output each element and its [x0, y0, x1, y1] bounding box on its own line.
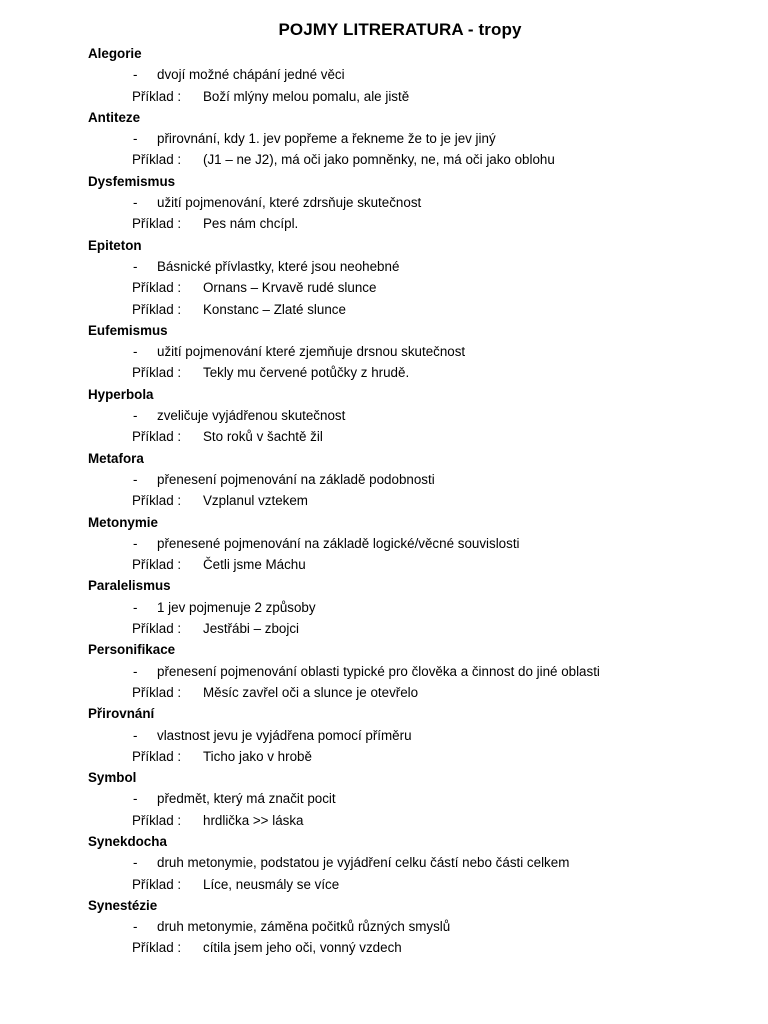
example-line	[0, 554, 768, 575]
example-line	[0, 937, 768, 958]
dash-marker: -	[133, 663, 138, 679]
example-line	[0, 149, 768, 170]
example-text: Tekly mu červené potůčky z hrudě.	[203, 365, 410, 381]
example-text: Měsíc zavřel oči a slunce je otevřelo	[203, 684, 419, 700]
definition-line	[0, 533, 768, 554]
definition-text: 1 jev pojmenuje 2 způsoby	[157, 599, 316, 615]
example-text: Jestřábi – zbojci	[203, 621, 300, 637]
document-title: POJMY LITRERATURA - tropy	[278, 20, 522, 39]
example-line	[0, 299, 768, 320]
term-heading: Metafora	[88, 450, 144, 466]
definition-line	[0, 788, 768, 809]
example-line	[0, 426, 768, 447]
example-label: Příklad :	[132, 557, 182, 573]
definition-line	[0, 256, 768, 277]
definition-line	[0, 341, 768, 362]
example-label: Příklad :	[132, 429, 182, 445]
definition-text: dvojí možné chápání jedné věci	[157, 67, 345, 83]
definition-text: předmět, který má značit pocit	[157, 791, 336, 807]
example-text: (J1 – ne J2), má oči jako pomněnky, ne, má oči jako oblohu	[203, 152, 555, 168]
example-text: Vzplanul vztekem	[203, 493, 308, 509]
term-heading: Epiteton	[88, 237, 142, 253]
definition-line	[0, 597, 768, 618]
example-line	[0, 746, 768, 767]
example-label: Příklad :	[132, 684, 182, 700]
definition-text: užití pojmenování, které zdrsňuje skutečnost	[157, 195, 422, 211]
example-line	[0, 277, 768, 298]
dash-marker: -	[133, 599, 138, 615]
term-heading: Hyperbola	[88, 386, 154, 402]
example-text: cítila jsem jeho oči, vonný vzdech	[203, 940, 402, 956]
example-line	[0, 810, 768, 831]
example-line	[0, 618, 768, 639]
example-label: Příklad :	[132, 812, 182, 828]
example-label: Příklad :	[132, 493, 182, 509]
example-line	[0, 874, 768, 895]
term-heading: Paralelismus	[88, 578, 171, 594]
example-label: Příklad :	[132, 280, 182, 296]
example-line	[0, 362, 768, 383]
example-text: Konstanc – Zlaté slunce	[203, 301, 346, 317]
definition-text: Básnické přívlastky, které jsou neohebné	[157, 258, 400, 274]
definition-text: přenesení pojmenování na základě podobnosti	[157, 471, 435, 487]
example-text: Ornans – Krvavě rudé slunce	[203, 280, 377, 296]
definition-line	[0, 725, 768, 746]
example-text: Četli jsme Máchu	[203, 557, 306, 573]
definition-text: druh metonymie, záměna počitků různých smyslů	[157, 919, 451, 935]
term-heading: Přirovnání	[88, 706, 155, 722]
definition-text: vlastnost jevu je vyjádřena pomocí příměru	[157, 727, 412, 743]
dash-marker: -	[133, 195, 138, 211]
term-heading: Antiteze	[88, 109, 141, 125]
term-heading: Metonymie	[88, 514, 158, 530]
definition-line	[0, 128, 768, 149]
definition-text: zveličuje vyjádřenou skutečnost	[157, 408, 346, 424]
example-label: Příklad :	[132, 152, 182, 168]
definition-line	[0, 405, 768, 426]
example-label: Příklad :	[132, 216, 182, 232]
dash-marker: -	[133, 471, 138, 487]
example-text: Sto roků v šachtě žil	[203, 429, 323, 445]
example-line	[0, 213, 768, 234]
dash-marker: -	[133, 131, 138, 147]
dash-marker: -	[133, 919, 138, 935]
definition-line	[0, 852, 768, 873]
definition-text: přenesené pojmenování na základě logické/věcné souvislosti	[157, 535, 520, 551]
dash-marker: -	[133, 344, 138, 360]
dash-marker: -	[133, 791, 138, 807]
example-text: Ticho jako v hrobě	[203, 748, 312, 764]
example-label: Příklad :	[132, 748, 182, 764]
dash-marker: -	[133, 408, 138, 424]
example-line	[0, 682, 768, 703]
definition-text: druh metonymie, podstatou je vyjádření celku částí nebo části celkem	[157, 855, 570, 871]
definition-line	[0, 469, 768, 490]
term-heading: Symbol	[88, 770, 137, 786]
definition-line	[0, 64, 768, 85]
term-heading: Personifikace	[88, 642, 176, 658]
definition-text: přenesení pojmenování oblasti typické pro člověka a činnost do jiné oblasti	[157, 663, 600, 679]
dash-marker: -	[133, 855, 138, 871]
term-heading: Eufemismus	[88, 322, 168, 338]
dash-marker: -	[133, 535, 138, 551]
definition-text: užití pojmenování které zjemňuje drsnou skutečnost	[157, 344, 466, 360]
term-heading: Synekdocha	[88, 833, 167, 849]
example-label: Příklad :	[132, 301, 182, 317]
definition-line	[0, 192, 768, 213]
example-text: Boží mlýny melou pomalu, ale jistě	[203, 88, 410, 104]
example-label: Příklad :	[132, 88, 182, 104]
example-label: Příklad :	[132, 621, 182, 637]
dash-marker: -	[133, 258, 138, 274]
example-text: Líce, neusmály se více	[203, 876, 340, 892]
definition-line	[0, 916, 768, 937]
example-line	[0, 490, 768, 511]
term-heading: Dysfemismus	[88, 173, 176, 189]
example-text: hrdlička >> láska	[203, 812, 304, 828]
term-heading: Synestézie	[88, 897, 158, 913]
definition-line	[0, 661, 768, 682]
definition-text: přirovnání, kdy 1. jev popřeme a řekneme že to je jev jiný	[157, 131, 496, 147]
example-text: Pes nám chcípl.	[203, 216, 299, 232]
dash-marker: -	[133, 727, 138, 743]
dash-marker: -	[133, 67, 138, 83]
example-line	[0, 86, 768, 107]
example-label: Příklad :	[132, 876, 182, 892]
example-label: Příklad :	[132, 365, 182, 381]
term-list	[0, 43, 768, 959]
example-label: Příklad :	[132, 940, 182, 956]
term-heading: Alegorie	[88, 46, 142, 61]
